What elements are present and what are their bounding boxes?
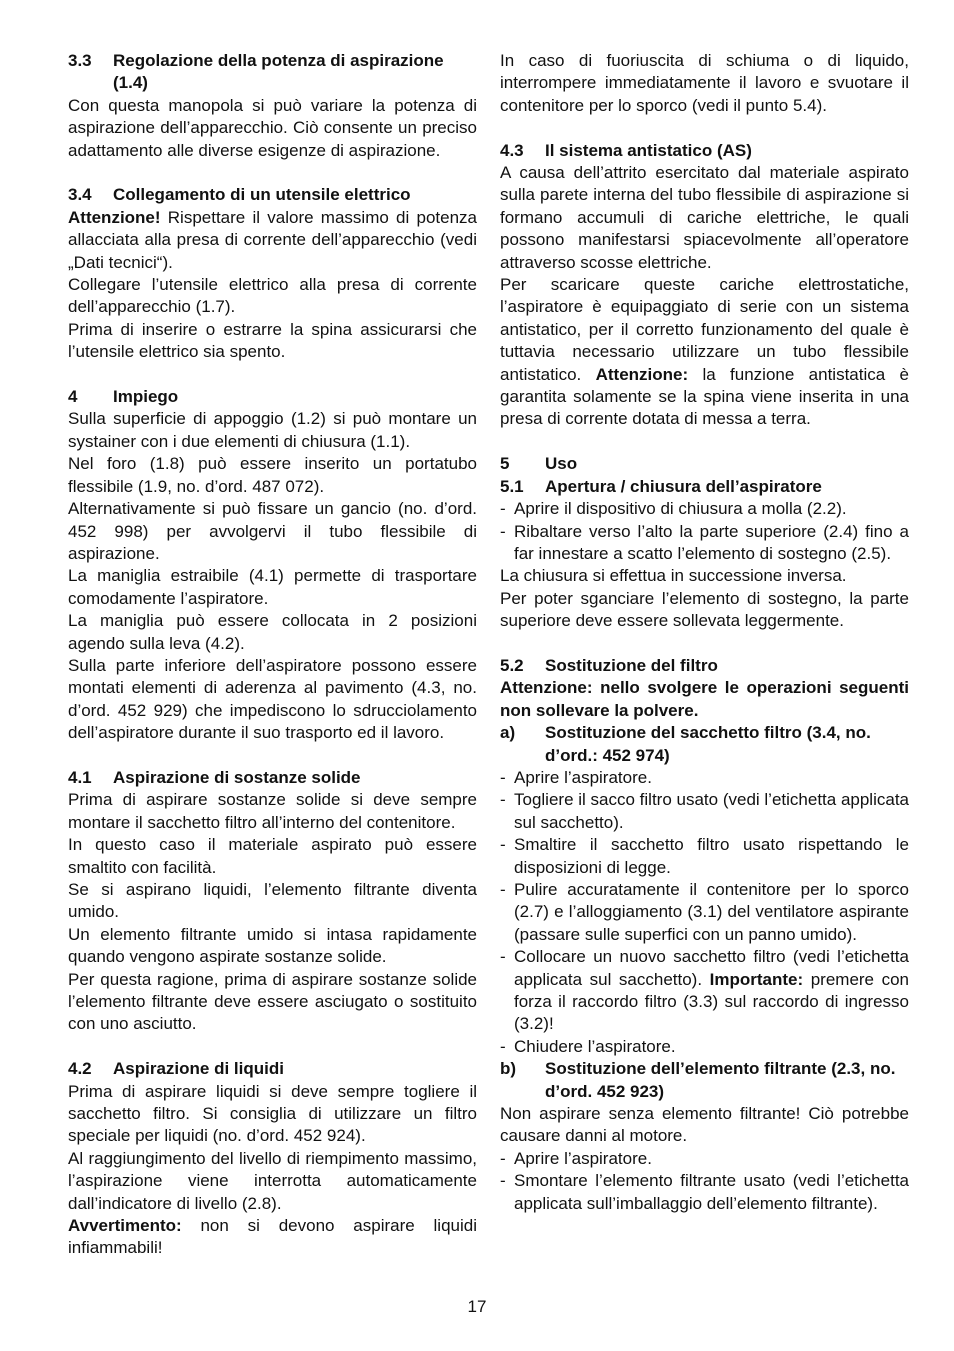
warning-text: Attenzione: nello svolgere le operazioni seguenti non sollevare la polvere. [500,678,909,720]
list-item: - Pulire accuratamente il contenitore per lo sporco (2.7) e l’alloggiamento (3.1) del ventilatore aspirante (passare sulle superfici con un panno umido). [500,879,909,944]
paragraph: In caso di fuoriuscita di schiuma o di liquido, interrompere immediatamente il lavoro e svuotare il contenitore per lo sporco (vedi il punto 5.4). [500,51,909,115]
list-item: - Aprire l’aspiratore. [500,1148,652,1168]
paragraph: Alternativamente si può fissare un gancio (no. d’ord. 452 998) per avvolgervi il tubo flessibile di aspirazione. [68,499,477,563]
list-item: - Togliere il sacco filtro usato (vedi l’etichetta applicata sul sacchetto). [500,790,909,832]
paragraph: Sulla parte inferiore dell’aspiratore possono essere montati elementi di aderenza al pavimento (4.3, no. d’ord. 452 929) che impediscono lo sdrucciolamento dell’aspiratore durante il suo trasporto ed il lavoro. [68,655,477,743]
paragraph: La maniglia può essere collocata in 2 posizioni agendo sulla leva (4.2). [68,611,477,653]
paragraph: Prima di inserire o estrarre la spina assicurarsi che l’utensile elettrico sia spento. [68,319,477,362]
paragraph: Collegare l’utensile elettrico alla presa di corrente dell’apparecchio (1.7). [68,275,477,317]
paragraph: Avvertimento: non si devono aspirare liquidi infiammabili! [68,1216,477,1258]
section-4-1-heading: 4.1 Aspirazione di sostanze solide [68,767,361,787]
list-item: - Smontare l’elemento filtrante usato (vedi l’etichetta applicata sull’imballaggio dell’elemento filtrante). [500,1171,909,1213]
paragraph: Con questa manopola si può variare la potenza di aspirazione dell’apparecchio. Ciò consente un preciso adattamento alle diverse esigenze di aspirazione. [68,95,477,160]
step-list [500,498,909,565]
paragraph: Un elemento filtrante umido si intasa rapidamente quando vengono aspirate sostanze solide. [68,924,477,967]
section-4-heading: 4 Impiego [68,387,179,407]
paragraph: Nel foro (1.8) può essere inserito un portatubo flessibile (1.9, no. d’ord. 487 072). [68,454,477,496]
subsection-b-heading: b) Sostituzione dell’elemento filtrante (2.3, no. d’ord. 452 923) [500,1059,896,1101]
section-3-4-heading: 3.4 Collegamento di un utensile elettrico [68,185,411,205]
paragraph: In questo caso il materiale aspirato può essere smaltito con facilità. [68,835,477,877]
section-3-3-heading: 3.3 Regolazione della potenza di aspirazione (1.4) [68,51,444,93]
paragraph: Attenzione! Rispettare il valore massimo di potenza allacciata alla presa di corrente dell’apparecchio (vedi „Dati tecnici“). [68,207,477,272]
list-item: - Smaltire il sacchetto filtro usato rispettando le disposizioni di legge. [500,835,909,877]
list-item: - Collocare un nuovo sacchetto filtro (vedi l’etichetta applicata sul sacchetto). Importante: premere con forza il raccordo filtro (3.3) sul raccordo di ingresso (3.2)! [500,947,909,1034]
paragraph: Per scaricare queste cariche elettrostatiche, l’aspiratore è equipaggiato di serie con un sistema antistatico, per il corretto funzionamento del quale è tuttavia necessario utilizzare un tubo flessibile antistatico. Attenzione: la funzione antistatica è garantita solamente se la spina viene inserita in una presa di corrente dotata di messa a terra. [500,275,909,429]
page-number: 17 [467,1297,487,1316]
paragraph: Non aspirare senza elemento filtrante! Ciò potrebbe causare danni al motore. [500,1104,909,1146]
step-list [500,1148,909,1215]
left-column [68,50,477,1260]
section-5-2-heading: 5.2 Sostituzione del filtro [500,655,718,675]
list-item: - Aprire l’aspiratore. [500,767,652,787]
paragraph: La chiusura si effettua in successione inversa. [500,566,847,586]
paragraph: Per poter sganciare l’elemento di sostegno, la parte superiore deve essere sollevata leggermente. [500,588,909,631]
section-5-1-heading: 5.1 Apertura / chiusura dell’aspiratore [500,476,822,496]
section-5-heading: 5 Uso [500,454,578,474]
paragraph: Sulla superficie di appoggio (1.2) si può montare un systainer con i due elementi di chiusura (1.1). [68,409,477,451]
list-item: - Chiudere l’aspiratore. [500,1036,676,1056]
section-4-3-heading: 4.3 Il sistema antistatico (AS) [500,140,752,160]
section-4-2-heading: 4.2 Aspirazione di liquidi [68,1059,284,1079]
paragraph: A causa dell’attrito esercitato dal materiale aspirato sulla parete interna del tubo flessibile di aspirazione si formano accumuli di cariche elettriche, le quali possono manifestarsi spiacevolmente all’operatore attraverso scosse elettriche. [500,163,909,272]
paragraph: Prima di aspirare liquidi si deve sempre togliere il sacchetto filtro. Si consiglia di utilizzare un filtro speciale per liquidi (no. d’ord. 452 924). [68,1081,477,1146]
paragraph: Al raggiungimento del livello di riempimento massimo, l’aspirazione viene interrotta automaticamente dall’indicatore di livello (2.8). [68,1148,477,1213]
right-column [500,50,909,1215]
subsection-a-heading: a) Sostituzione del sacchetto filtro (3.4, no. d’ord.: 452 974) [500,723,871,765]
list-item: - Ribaltare verso l’alto la parte superiore (2.4) fino a far innestare a scatto l’elemento di sostegno (2.5). [500,521,909,563]
paragraph: Per questa ragione, prima di aspirare sostanze solide l’elemento filtrante deve essere asciugato o sostituito con uno asciutto. [68,969,477,1034]
step-list [500,767,909,1058]
paragraph: Se si aspirano liquidi, l’elemento filtrante diventa umido. [68,879,477,922]
paragraph: La maniglia estraibile (4.1) permette di trasportare comodamente l’aspiratore. [68,566,477,608]
paragraph: Prima di aspirare sostanze solide si deve sempre montare il sacchetto filtro all’interno del contenitore. [68,790,477,832]
list-item: - Aprire il dispositivo di chiusura a molla (2.2). [500,499,847,519]
